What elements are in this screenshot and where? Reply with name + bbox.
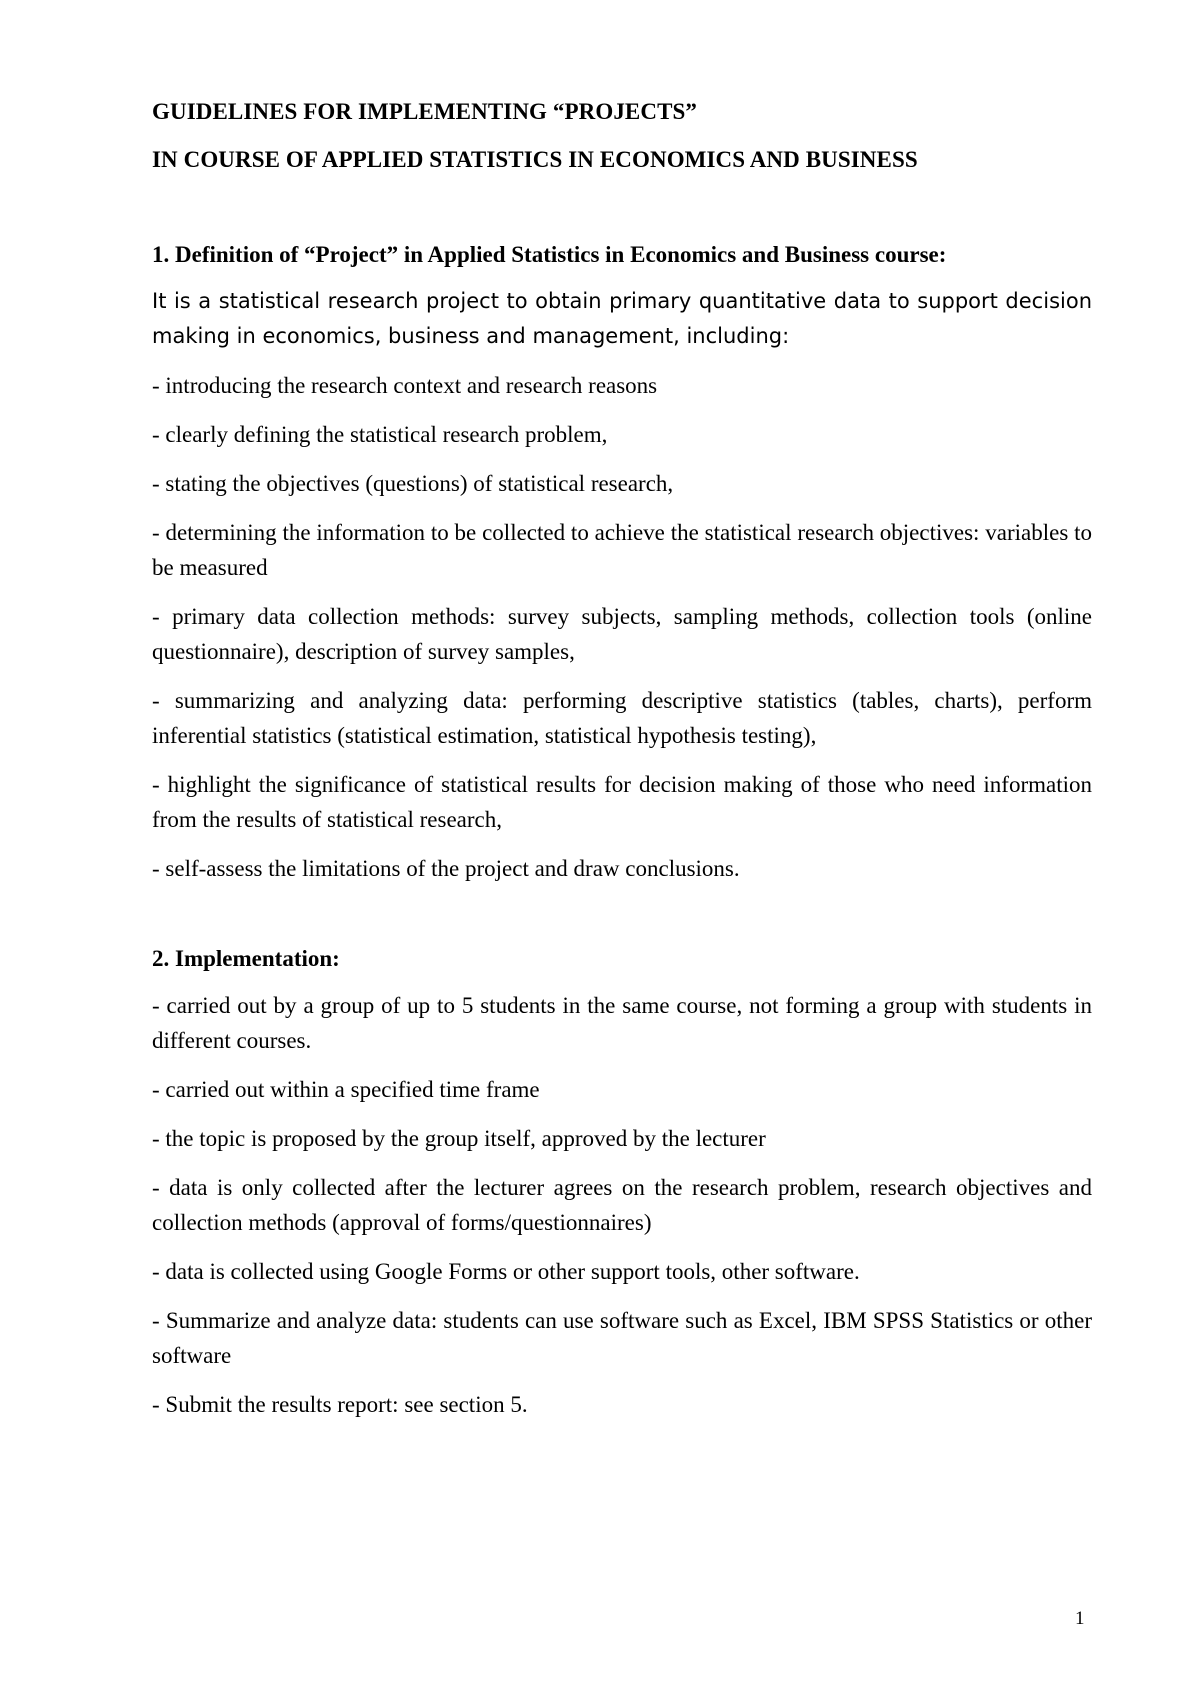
document-title-line-2: IN COURSE OF APPLIED STATISTICS IN ECONOMICS AND BUSINESS [152,147,918,172]
page-number: 1 [1075,1608,1085,1629]
section-1-item: - primary data collection methods: survey subjects, sampling methods, collection tools (online questionnaire), description of survey samples, [152,604,1092,664]
document-body [152,96,1092,1436]
section-2-item: - data is collected using Google Forms or other support tools, other software. [152,1259,860,1284]
section-1-item: - highlight the significance of statistical results for decision making of those who need information from the results of statistical research, [152,772,1092,832]
section-1-item: - clearly defining the statistical research problem, [152,422,608,447]
section-2-item: - Submit the results report: see section 5. [152,1392,528,1417]
section-1-item: - stating the objectives (questions) of statistical research, [152,471,674,496]
section-2-heading: 2. Implementation: [152,946,340,971]
section-1-intro: It is a statistical research project to obtain primary quantitative data to support decision making in economics, business and management, including: [152,289,1092,348]
section-1-item: - summarizing and analyzing data: performing descriptive statistics (tables, charts), perform inferential statistics (statistical estimation, statistical hypothesis testing), [152,688,1092,748]
section-1-item: - self-assess the limitations of the project and draw conclusions. [152,856,740,881]
section-1-item: - introducing the research context and research reasons [152,373,658,398]
section-2-item: - data is only collected after the lecturer agrees on the research problem, research objectives and collection methods (approval of forms/questionnaires) [152,1175,1092,1235]
section-2-item: - carried out within a specified time frame [152,1077,540,1102]
section-2-item: - the topic is proposed by the group itself, approved by the lecturer [152,1126,766,1151]
section-1-heading: 1. Definition of “Project” in Applied Statistics in Economics and Business course: [152,242,947,267]
section-2-item: - Summarize and analyze data: students can use software such as Excel, IBM SPSS Statistics or other software [152,1308,1092,1368]
document-title-line-1: GUIDELINES FOR IMPLEMENTING “PROJECTS” [152,99,698,124]
section-2-item: - carried out by a group of up to 5 students in the same course, not forming a group with students in different courses. [152,993,1092,1053]
section-1-item: - determining the information to be collected to achieve the statistical research objectives: variables to be measured [152,520,1092,580]
